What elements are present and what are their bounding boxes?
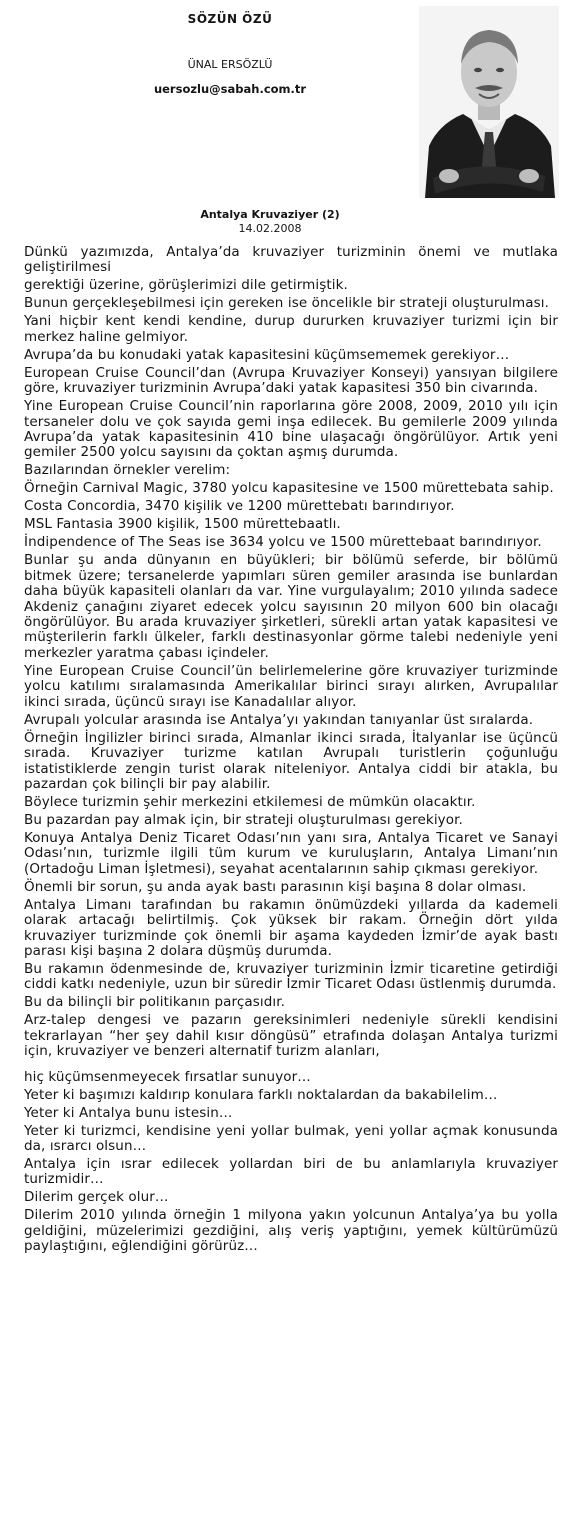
article-paragraph: İndipendence of The Seas ise 3634 yolcu ve 1500 mürettebaat barındırıyor. bbox=[24, 534, 542, 551]
article-paragraph: Antalya Limanı tarafından bu rakamın önümüzdeki yıllarda da kademeli olarak artacağı belirtilmiş. Çok yüksek bir rakam. Örneğin dört yılda kruvaziyer turizminde çok önemli bir aşama kaydeden İzmir’de ayak bastı parası kişi başına 2 dolara düşmüş durumda. bbox=[24, 896, 558, 959]
article-paragraph: Avrupalı yolcular arasında ise Antalya’yı yakından tanıyanlar üst sıralarda. bbox=[24, 711, 534, 728]
article-title: Antalya Kruvaziyer (2) bbox=[200, 208, 340, 221]
article-paragraph: Arz-talep dengesi ve pazarın gereksinimleri nedeniyle sürekli kendisini tekrarlayan “her şey dahil kısır döngüsü” etrafında dolaşan Antalya turizmi için, kruvaziyer ve benzeri alternatif turizm alanları, bbox=[24, 1012, 558, 1060]
article-paragraph: Önemli bir sorun, şu anda ayak bastı parasının kişi başına 8 dolar olması. bbox=[24, 878, 527, 895]
article-paragraph: Konuya Antalya Deniz Ticaret Odası’nın yanı sıra, Antalya Ticaret ve Sanayi Odası’nın, turizmle ilgili tüm kurum ve kuruluşların, Antalya Limanı’nın (Ortadoğu Liman İşletmesi), seyahat acentalarının sahip çıkması gerekiyor. bbox=[24, 829, 558, 877]
article-paragraph: Yeter ki Antalya bunu istesin… bbox=[24, 1104, 233, 1121]
article-paragraph: Örneğin Carnival Magic, 3780 yolcu kapasitesine ve 1500 mürettebata sahip. bbox=[24, 480, 554, 497]
article-paragraph: MSL Fantasia 3900 kişilik, 1500 mürettebaatlı. bbox=[24, 516, 341, 533]
article-paragraph: Yine European Cruise Council’ün belirlemelerine göre kruvaziyer turizminde yolcu katılımı sıralamasında Amerikalılar birinci sırayı alırken, Avrupalılar ikinci sırada, üçüncü sırayı ise Kanadalılar alıyor. bbox=[24, 662, 558, 710]
article-paragraph: Böylece turizmin şehir merkezini etkilemesi de mümkün olacaktır. bbox=[24, 793, 476, 810]
article-paragraph: Bunun gerçekleşebilmesi için gereken ise öncelikle bir strateji oluşturulması. bbox=[24, 295, 550, 312]
article-paragraph: Bunlar şu anda dünyanın en büyükleri; bir bölümü seferde, bir bölümü bitmek üzere; tersanelerde yapımları süren gemiler arasında ise bunlardan daha büyük kapasiteli olanları da var. Yine vurgulayalım; 2010 yılında sadece Akdeniz çanağını ziyaret edecek yolcu sayısının 20 milyon 600 bin olacağı öngörülüyor. Bu arada kruvaziyer şirketleri, sürekli artan yatak kapasitesi ve müşterilerin farklı ülkeler, farklı destinasyonlar görme talebi nedeniyle yeni merkezler yaratma çabası içindeler. bbox=[24, 552, 558, 661]
author-photo bbox=[419, 6, 559, 198]
column-name: SÖZÜN ÖZÜ bbox=[187, 12, 273, 26]
article-paragraph: Dilerim 2010 yılında örneğin 1 milyona yakın yolcunun Antalya’ya bu yolla geldiğini, müzelerimizi gezdiğini, alış veriş yaptığını, yemek kültürümüzü paylaştığını, eğlendiğini görürüz… bbox=[24, 1207, 558, 1255]
article-paragraph: hiç küçümsenmeyecek fırsatlar sunuyor… bbox=[24, 1068, 311, 1085]
article-paragraph: Avrupa’da bu konudaki yatak kapasitesini küçümsememek gerekiyor… bbox=[24, 346, 510, 363]
article-paragraph: Bu rakamın ödenmesinde de, kruvaziyer turizminin İzmir ticaretine getirdiği ciddi katkı nedeniyle, uzun bir süredir İzmir Ticaret Odası üstlenmiş durumda. bbox=[24, 960, 558, 993]
article-body bbox=[24, 245, 558, 1257]
article-paragraph: Dünkü yazımızda, Antalya’da kruvaziyer turizminin önemi ve mutlaka geliştirilmesi bbox=[24, 244, 558, 276]
article-date: 14.02.2008 bbox=[238, 222, 302, 235]
article-paragraph: Yani hiçbir kent kendi kendine, durup dururken kruvaziyer turizmi için bir merkez haline gelmiyor. bbox=[24, 313, 558, 345]
article-paragraph: Bu pazardan pay almak için, bir strateji oluşturulması gerekiyor. bbox=[24, 811, 463, 828]
article-paragraph: Dilerim gerçek olur… bbox=[24, 1189, 169, 1206]
article-paragraph: Antalya için ısrar edilecek yollardan biri de bu anlamlarıyla kruvaziyer turizmidir… bbox=[24, 1155, 558, 1188]
article-paragraph: Bazılarından örnekler verelim: bbox=[24, 462, 231, 479]
article-paragraph: Yine European Cruise Council’nin raporlarına göre 2008, 2009, 2010 yılı için tersaneler dolu ve çok sayıda gemi inşa edilecek. Bu gemilerle 2009 yılında Avrupa’da yatak kapasitesinin 410 bine ulaşacağı öngörülüyor. Artık yeni gemiler 2500 yolcu sayısını da çoktan aşmış durumda. bbox=[24, 398, 558, 461]
article-paragraph: Bu da bilinçli bir politikanın parçasıdır. bbox=[24, 994, 286, 1011]
article-paragraph: Yeter ki turizmci, kendisine yeni yollar bulmak, yeni yollar açmak konusunda da, ısrarcı olsun… bbox=[24, 1122, 558, 1154]
article-paragraph: Örneğin İngilizler birinci sırada, Almanlar ikinci sırada, İtalyanlar ise üçüncü sırada. Kruvaziyer turizme katılan Avrupalı turistlerin çoğunluğu istatistiklerde zengin turist olarak niteleniyor. Antalya ciddi bir atakla, bu pazardan çok bilinçli bir pay alabilir. bbox=[24, 729, 558, 792]
article-paragraph: Yeter ki başımızı kaldırıp konulara farklı noktalardan da bakabilelim… bbox=[24, 1086, 498, 1103]
author-email: uersozlu@sabah.com.tr bbox=[153, 82, 307, 96]
article-paragraph: gerektiği üzerine, görüşlerimizi dile getirmiştik. bbox=[24, 277, 348, 294]
article-paragraph: Costa Concordia, 3470 kişilik ve 1200 mürettebatı barındırıyor. bbox=[24, 498, 455, 515]
article-paragraph: European Cruise Council’dan (Avrupa Kruvaziyer Konseyi) yansıyan bilgilere göre, kruvaziyer turizminin Avrupa’daki yatak kapasitesi 350 bin civarında. bbox=[24, 364, 558, 397]
author-name: ÜNAL ERSÖZLÜ bbox=[187, 58, 273, 71]
